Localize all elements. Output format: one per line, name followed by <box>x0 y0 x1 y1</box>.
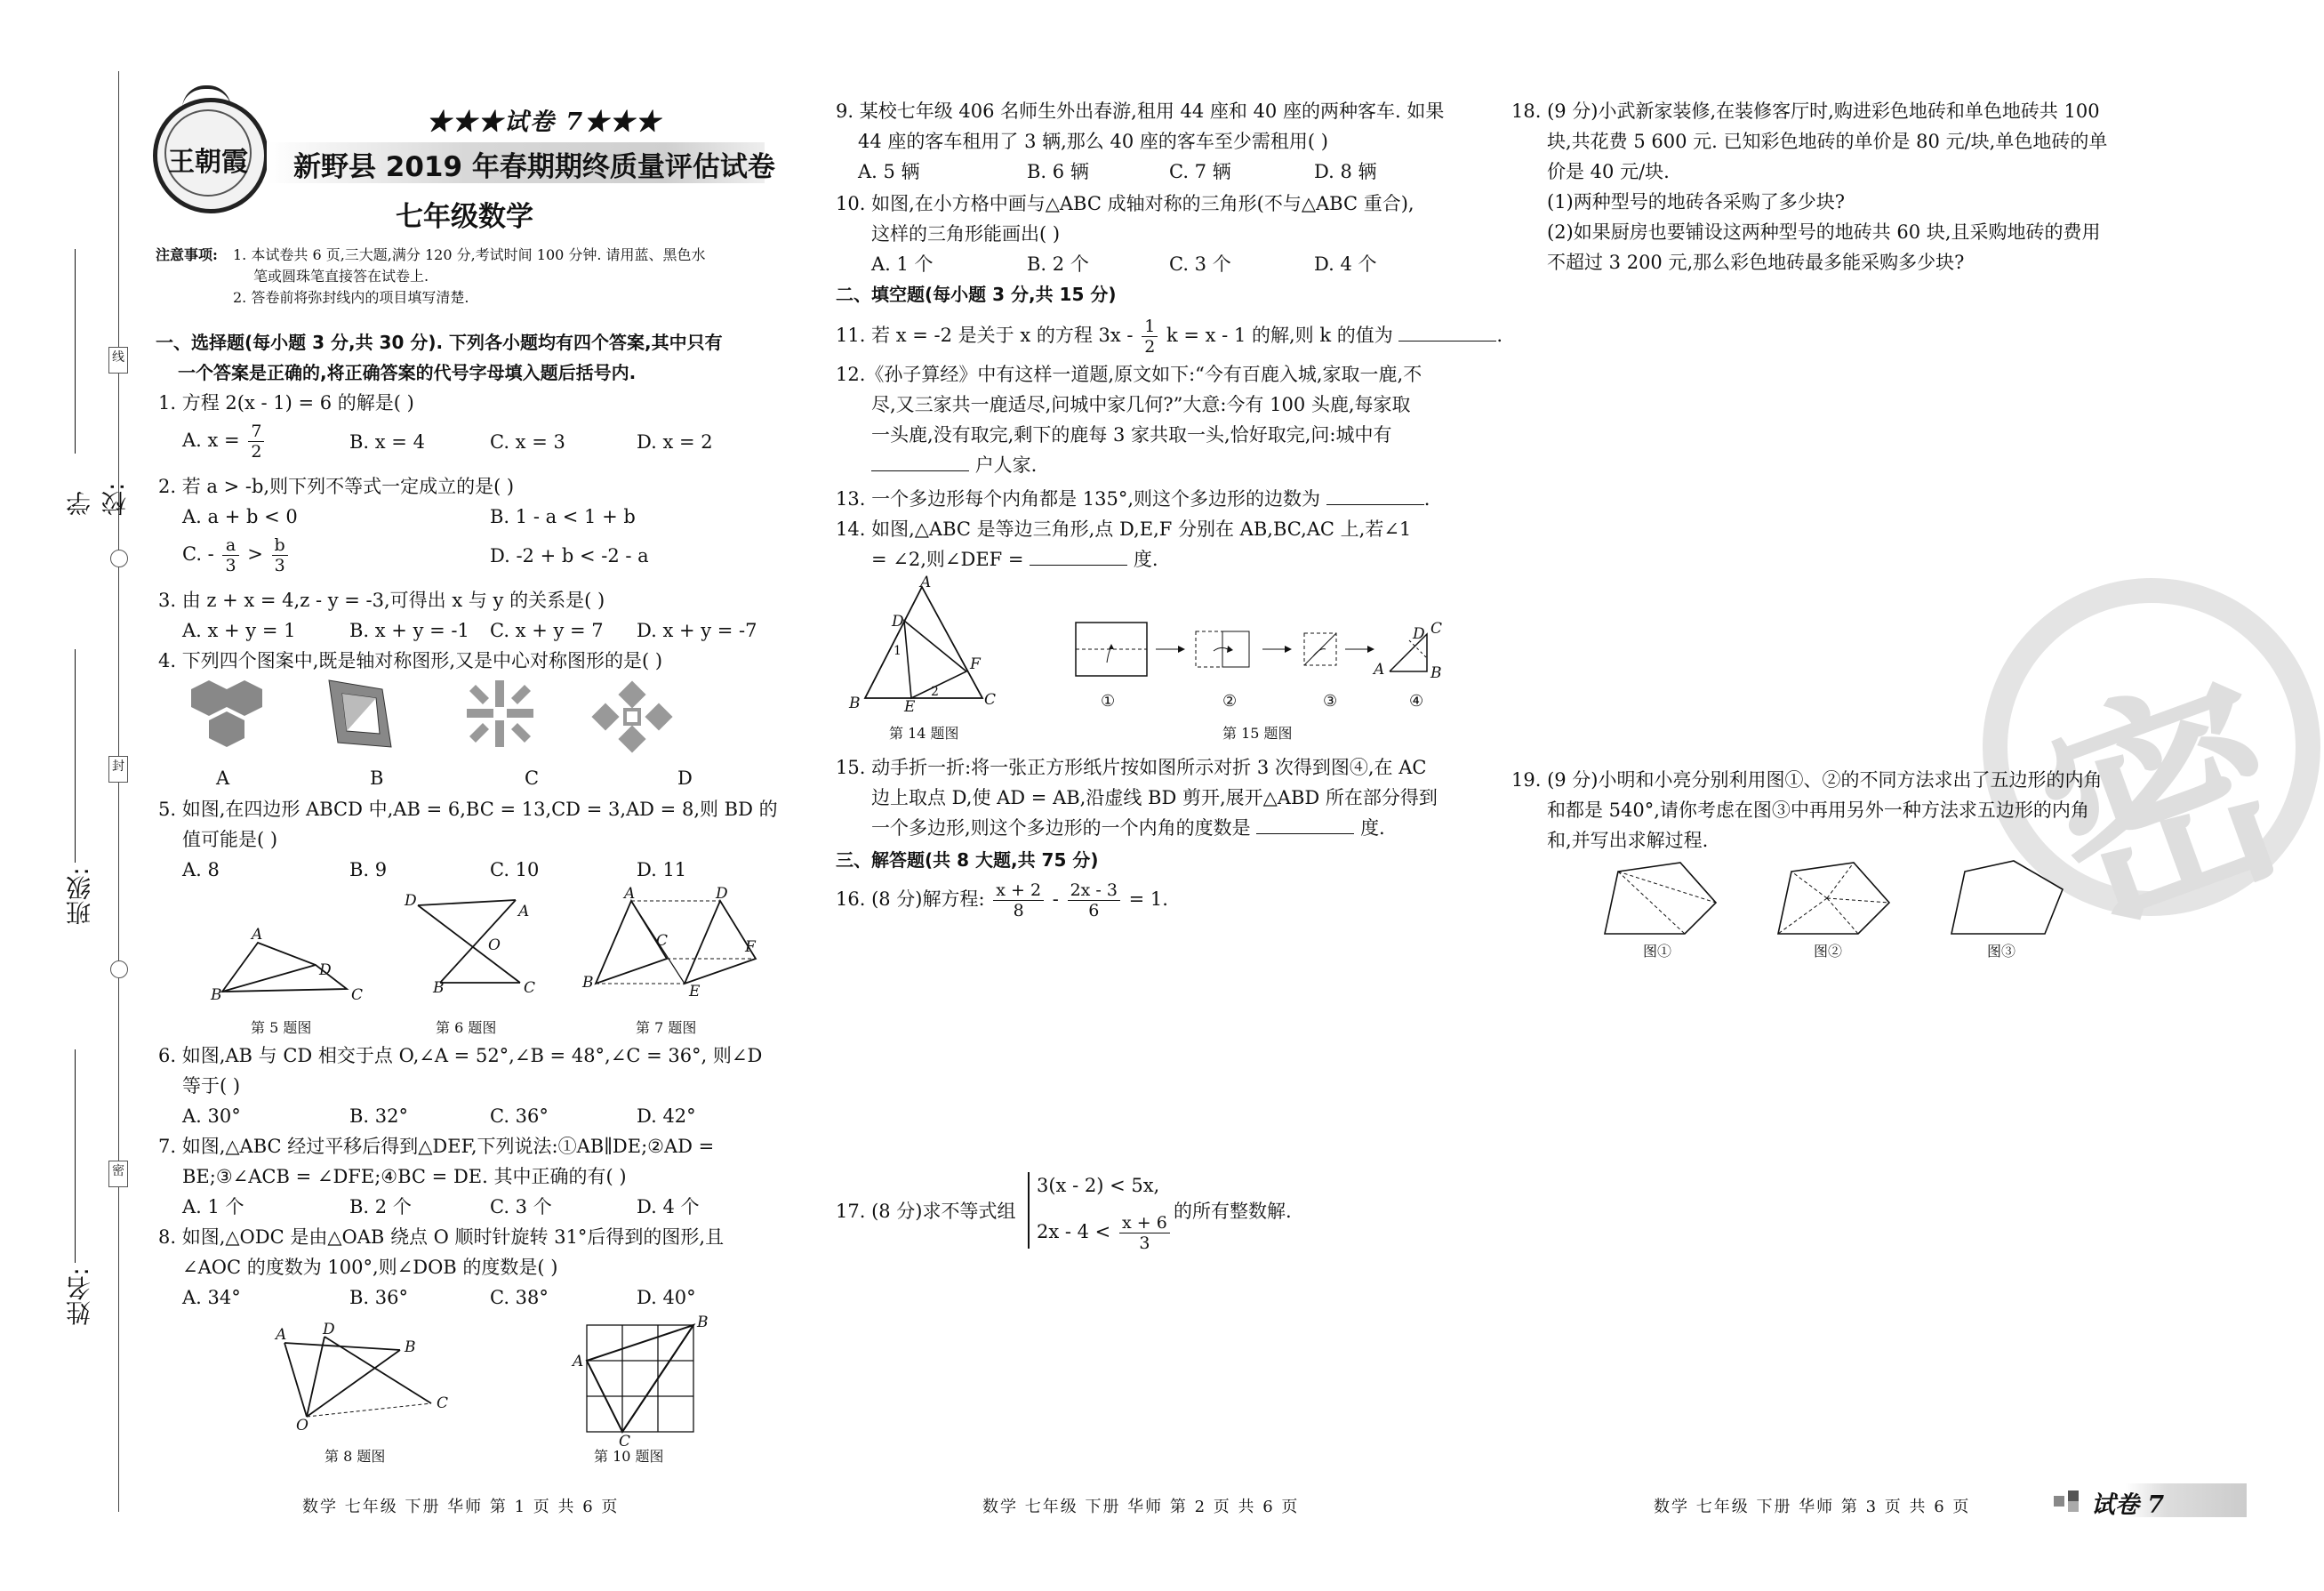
q4-figures <box>173 676 742 765</box>
q5-option-c[interactable]: C. 10 <box>490 859 540 880</box>
question-17-label: 17. (8 分)求不等式组 <box>836 1201 1016 1222</box>
q19-answer-area[interactable] <box>1511 978 2152 1467</box>
question-8: 8. 如图,△ODC 是由△OAB 绕点 O 顺时针旋转 31°后得到的图形,且 <box>158 1226 725 1248</box>
q15-unit: 度. <box>1360 817 1385 839</box>
q17-line-1: 3(x - 2) < 5x, <box>1037 1175 1160 1196</box>
question-6: 6. 如图,AB 与 CD 相交于点 O,∠A = 52°,∠B = 48°,∠C = 36°, 则∠D <box>158 1045 763 1066</box>
question-11: 11. 若 x = -2 是关于 x 的方程 3x - $\frac{1}{2}$ k = x - 1 的解,则 k 的值为 . <box>836 317 1503 357</box>
question-8b: ∠AOC 的度数为 100°,则∠DOB 的度数是( ) <box>182 1257 558 1278</box>
question-2: 2. 若 a > -b,则下列不等式一定成立的是( ) <box>158 476 515 497</box>
question-12: 12.《孙子算经》中有这样一道题,原文如下:“今有百鹿入城,家取一鹿,不 <box>836 364 1422 385</box>
svg-text:1: 1 <box>894 644 902 658</box>
question-13: 13. 一个多边形每个内角都是 135°,则这个多边形的边数为 . <box>836 488 1430 510</box>
q11-text-a: 11. 若 x = -2 是关于 x 的方程 3x - <box>836 325 1134 346</box>
figure-14 <box>849 574 1009 716</box>
question-12c: 一头鹿,没有取完,剩下的鹿每 3 家共取一头,恰好取完,问:城中有 <box>871 424 1392 446</box>
svg-text:E: E <box>904 698 916 716</box>
crown-ornament <box>182 85 231 108</box>
question-15: 15. 动手折一折:将一张正方形纸片按如图所示对折 3 次得到图④,在 AC <box>836 757 1427 778</box>
q3-option-d[interactable]: D. x + y = -7 <box>637 620 757 641</box>
q1-option-b[interactable]: B. x = 4 <box>349 431 425 453</box>
q8-option-d[interactable]: D. 40° <box>637 1287 696 1308</box>
q13-answer-blank[interactable] <box>1326 486 1424 505</box>
q9-option-d[interactable]: D. 8 辆 <box>1314 161 1377 182</box>
svg-text:D: D <box>405 892 417 910</box>
class-field[interactable] <box>62 649 94 934</box>
svg-text:D: D <box>716 885 728 903</box>
q15-answer-blank[interactable] <box>1256 816 1354 834</box>
svg-text:F: F <box>970 655 981 673</box>
svg-text:C: C <box>1430 620 1443 638</box>
question-18-part2b: 不超过 3 200 元,那么彩色地砖最多能采购多少块? <box>1547 252 1965 273</box>
q2-c-frac-2: $\frac{b}{3}$ <box>272 535 288 575</box>
q3-option-a[interactable]: A. x + y = 1 <box>182 620 296 641</box>
q1-option-c[interactable]: C. x = 3 <box>490 431 565 453</box>
binding-circle-2 <box>110 960 128 978</box>
question-15b: 边上取点 D,使 AD = AB,沿虚线 BD 剪开,展开△ABD 所在部分得到 <box>871 787 1438 808</box>
q9-option-a[interactable]: A. 5 辆 <box>858 161 920 182</box>
school-field[interactable] <box>62 249 130 516</box>
binding-circle-1 <box>110 550 128 567</box>
figure-15 <box>1071 614 1463 716</box>
svg-text:C: C <box>619 1433 631 1450</box>
fig19-caption-2: 图② <box>1814 943 1843 960</box>
question-10b: 这样的三角形能画出( ) <box>871 223 1061 245</box>
svg-text:D: D <box>1413 625 1425 643</box>
fig15-step-3: ③ <box>1323 692 1338 711</box>
exam-title: 新野县 2019 年春期期终质量评估试卷 <box>293 151 775 183</box>
svg-text:O: O <box>488 936 501 954</box>
q17-line-2 <box>1037 1213 1173 1253</box>
paper-tag: 试卷 7 <box>2091 1491 2165 1519</box>
svg-text:B: B <box>582 974 594 992</box>
q14-answer-blank[interactable] <box>1030 547 1127 566</box>
question-6b: 等于( ) <box>182 1075 241 1097</box>
q7-option-a[interactable]: A. 1 个 <box>182 1196 244 1217</box>
q16-frac-1: $\frac{x + 2}{8}$ <box>993 880 1044 920</box>
svg-text:A: A <box>920 574 932 591</box>
q3-option-b[interactable]: B. x + y = -1 <box>349 620 469 641</box>
q11-fraction: $\frac{1}{2}$ <box>1142 317 1158 357</box>
q14-text-b: = ∠2,则∠DEF = <box>871 549 1024 570</box>
q17-answer-area[interactable] <box>836 1263 1476 1476</box>
q9-option-c[interactable]: C. 7 辆 <box>1169 161 1231 182</box>
q2-option-c[interactable] <box>182 535 291 575</box>
q7-option-b[interactable]: B. 2 个 <box>349 1196 412 1217</box>
q8-option-c[interactable]: C. 38° <box>490 1287 549 1308</box>
question-19b: 和都是 540°,请你考虑在图③中再用另外一种方法求五边形的内角 <box>1547 800 2089 821</box>
q4-label-d[interactable]: D <box>677 767 693 789</box>
q4-pattern-c <box>467 680 533 747</box>
svg-text:B: B <box>405 1338 416 1356</box>
question-18b: 块,共花费 5 600 元. 已知彩色地砖的单价是 80 元/块,单色地砖的单 <box>1547 131 2108 152</box>
q5-option-d[interactable]: D. 11 <box>637 859 687 880</box>
fig19-caption-3: 图③ <box>1987 943 2016 960</box>
svg-text:A: A <box>624 885 636 903</box>
q4-label-b[interactable]: B <box>370 767 384 789</box>
q5-option-b[interactable]: B. 9 <box>349 859 388 880</box>
svg-text:B: B <box>433 979 445 997</box>
svg-text:C: C <box>656 932 669 950</box>
question-9: 9. 某校七年级 406 名师生外出春游,租用 44 座和 40 座的两种客车. 如果 <box>836 100 1445 122</box>
fig15-step-1: ① <box>1101 692 1116 711</box>
q7-option-d[interactable]: D. 4 个 <box>637 1196 700 1217</box>
notice-1: 1. 本试卷共 6 页,三大题,满分 120 分,考试时间 100 分钟. 请用蓝、黑色水 <box>233 246 706 263</box>
q12-answer-blank[interactable] <box>871 453 969 471</box>
svg-text:2: 2 <box>931 685 939 699</box>
q14-unit: 度. <box>1133 549 1158 570</box>
figure-19-1 <box>1600 858 1725 938</box>
question-5: 5. 如图,在四边形 ABCD 中,AB = 6,BC = 13,CD = 3,AD = 8,则 BD 的 <box>158 799 778 820</box>
q8-option-a[interactable]: A. 34° <box>182 1287 241 1308</box>
figure-19-3 <box>1947 858 2072 938</box>
fig15-caption: 第 15 题图 <box>1222 725 1293 742</box>
fig15-step-4: ④ <box>1409 692 1424 711</box>
question-16 <box>836 880 1168 920</box>
question-19: 19. (9 分)小明和小亮分别利用图①、②的不同方法求出了五边形的内角 <box>1511 769 2103 791</box>
footer-page-3: 数学 七年级 下册 华师 第 3 页 共 6 页 <box>1654 1498 1971 1516</box>
q18-answer-area[interactable] <box>1511 285 2152 747</box>
binding-seal-box-2 <box>108 756 128 783</box>
svg-text:E: E <box>689 983 701 1000</box>
q1-option-d[interactable]: D. x = 2 <box>637 431 713 453</box>
seal-char: 封 <box>112 759 124 774</box>
section1-heading-b: 一个答案是正确的,将正确答案的代号字母填入题后括号内. <box>178 362 637 383</box>
q9-option-b[interactable]: B. 6 辆 <box>1027 161 1089 182</box>
subject-title: 七年级数学 <box>396 201 533 233</box>
fig5-caption: 第 5 题图 <box>251 1019 312 1036</box>
question-14: 14. 如图,△ABC 是等边三角形,点 D,E,F 分别在 AB,BC,AC 上,若∠1 <box>836 518 1412 540</box>
section2-heading: 二、填空题(每小题 3 分,共 15 分) <box>836 284 1117 305</box>
fig10-caption: 第 10 题图 <box>594 1448 664 1465</box>
q6-option-c[interactable]: C. 36° <box>490 1105 549 1127</box>
q10-option-a[interactable]: A. 1 个 <box>871 253 934 275</box>
name-label: 姓名: <box>65 1267 94 1326</box>
svg-text:O: O <box>296 1417 309 1434</box>
svg-text:B: B <box>1430 664 1442 682</box>
figure-5 <box>209 925 369 1005</box>
binding-seal-box-3 <box>108 1161 128 1187</box>
question-3: 3. 由 z + x = 4,z - y = -3,可得出 x 与 y 的关系是( ) <box>158 590 605 611</box>
question-1: 1. 方程 2(x - 1) = 6 的解是( ) <box>158 392 414 414</box>
svg-text:C: C <box>351 986 364 1004</box>
section3-heading: 三、解答题(共 8 大题,共 75 分) <box>836 849 1099 871</box>
q4-pattern-b <box>329 680 391 747</box>
q4-pattern-a <box>191 680 262 747</box>
question-19c: 和,并写出求解过程. <box>1547 830 1709 851</box>
seal-char: 线 <box>112 350 124 365</box>
figure-6 <box>405 889 547 996</box>
q10-option-d[interactable]: D. 4 个 <box>1314 253 1377 275</box>
q16-text: 16. (8 分)解方程: <box>836 888 985 910</box>
q2-option-a[interactable]: A. a + b < 0 <box>182 506 298 527</box>
footer-page-1: 数学 七年级 下册 华师 第 1 页 共 6 页 <box>302 1498 620 1516</box>
q16-frac-2: $\frac{2x - 3}{6}$ <box>1068 880 1120 920</box>
question-17-tail: 的所有整数解. <box>1174 1201 1292 1222</box>
svg-text:D: D <box>323 1321 335 1338</box>
q2-c-gt: > <box>247 543 263 565</box>
q2-c-text: C. - <box>182 543 214 565</box>
question-12d <box>871 450 1037 480</box>
paper-tag-squares <box>2054 1496 2064 1507</box>
q17-brace <box>1028 1172 1035 1249</box>
q6-option-b[interactable]: B. 32° <box>349 1105 409 1127</box>
svg-text:C: C <box>984 691 997 709</box>
svg-text:C: C <box>437 1394 449 1412</box>
q10-option-b[interactable]: B. 2 个 <box>1027 253 1089 275</box>
svg-text:A: A <box>518 903 530 920</box>
q4-pattern-d <box>591 680 672 752</box>
banner: ★★★试卷 7★★★ <box>427 108 662 136</box>
svg-text:A: A <box>276 1326 287 1344</box>
svg-text:F: F <box>745 938 756 956</box>
q6-option-d[interactable]: D. 42° <box>637 1105 696 1127</box>
fig14-caption: 第 14 题图 <box>889 725 959 742</box>
svg-text:C: C <box>524 979 536 997</box>
q16-answer-area[interactable] <box>836 934 1476 1156</box>
q4-label-c[interactable]: C <box>525 767 540 789</box>
fig8-caption: 第 8 题图 <box>325 1448 386 1465</box>
q15-text-c: 一个多边形,则这个多边形的一个内角的度数是 <box>871 817 1251 839</box>
svg-text:A: A <box>1374 661 1385 679</box>
question-18: 18. (9 分)小武新家装修,在装修客厅时,购进彩色地砖和单色地砖共 100 <box>1511 100 2100 122</box>
svg-text:D: D <box>892 613 904 631</box>
question-7b: BE;③∠ACB = ∠DFE;④BC = DE. 其中正确的有( ) <box>182 1166 627 1187</box>
seal-char: 密 <box>112 1164 124 1178</box>
question-12b: 尽,又三家共一鹿适尽,问城中家几何?”大意:今有 100 头鹿,每家取 <box>871 394 1411 415</box>
q12-unit: 户人家. <box>974 454 1038 476</box>
figure-8 <box>271 1323 449 1439</box>
svg-text:A: A <box>573 1353 584 1370</box>
figure-10-grid <box>569 1314 711 1450</box>
q1-a-text: A. x = <box>182 430 240 451</box>
name-field[interactable] <box>62 1049 94 1334</box>
binding-line <box>118 71 119 1512</box>
watermark-glyph: 密 <box>2010 639 2320 971</box>
fig6-caption: 第 6 题图 <box>436 1019 497 1036</box>
q2-option-b[interactable]: B. 1 - a < 1 + b <box>490 506 636 527</box>
section1-heading: 一、选择题(每小题 3 分,共 30 分). 下列各小题均有四个答案,其中只有 <box>156 332 723 353</box>
question-18-part1: (1)两种型号的地砖各采购了多少块? <box>1547 191 1846 213</box>
fig19-caption-1: 图① <box>1643 943 1672 960</box>
q4-label-a[interactable]: A <box>216 767 230 789</box>
q2-option-d[interactable]: D. -2 + b < -2 - a <box>490 545 649 566</box>
question-15c <box>871 813 1385 843</box>
school-label: 学校: <box>65 482 130 516</box>
svg-text:B: B <box>697 1314 709 1331</box>
class-label: 班级: <box>65 867 94 926</box>
question-14b <box>871 544 1158 575</box>
q6-option-a[interactable]: A. 30° <box>182 1105 241 1127</box>
question-18c: 价是 40 元/块. <box>1547 161 1670 182</box>
q16-end: = 1. <box>1128 888 1168 910</box>
q1-a-fraction: $\frac{7}{2}$ <box>248 422 264 462</box>
svg-text:A: A <box>252 926 263 944</box>
q11-answer-blank[interactable] <box>1398 323 1496 342</box>
q10-option-c[interactable]: C. 3 个 <box>1169 253 1231 275</box>
question-5b: 值可能是( ) <box>182 829 278 850</box>
question-18-part2: (2)如果厨房也要铺设这两种型号的地砖共 60 块,且采购地砖的费用 <box>1547 221 2101 243</box>
publisher-logo: 王朝霞 <box>153 98 268 213</box>
q16-minus: - <box>1052 888 1059 910</box>
q17-fraction: $\frac{x + 6}{3}$ <box>1119 1213 1170 1253</box>
q13-text: 13. 一个多边形每个内角都是 135°,则这个多边形的边数为 <box>836 488 1321 510</box>
q7-option-c[interactable]: C. 3 个 <box>490 1196 552 1217</box>
notice-2: 2. 答卷前将弥封线内的项目填写清楚. <box>233 289 469 306</box>
notice-1b: 笔或圆珠笔直接答在试卷上. <box>253 268 429 285</box>
q11-text-b: k = x - 1 的解,则 k 的值为 <box>1166 325 1393 346</box>
q8-option-b[interactable]: B. 36° <box>349 1287 409 1308</box>
question-10: 10. 如图,在小方格中画与△ABC 成轴对称的三角形(不与△ABC 重合), <box>836 193 1414 214</box>
fig7-caption: 第 7 题图 <box>636 1019 697 1036</box>
footer-page-2: 数学 七年级 下册 华师 第 2 页 共 6 页 <box>982 1498 1300 1516</box>
binding-seal-box-1 <box>108 347 128 374</box>
q17-l2-text: 2x - 4 < <box>1037 1221 1111 1242</box>
q1-option-a[interactable] <box>182 422 267 462</box>
figure-7 <box>582 885 760 1000</box>
question-4: 4. 下列四个图案中,既是轴对称图形,又是中心对称图形的是( ) <box>158 650 663 671</box>
question-9b: 44 座的客车租用了 3 辆,那么 40 座的客车至少需租用( ) <box>858 131 1328 152</box>
notice-label: 注意事项: <box>156 246 218 263</box>
question-7: 7. 如图,△ABC 经过平移后得到△DEF,下列说法:①AB∥DE;②AD = <box>158 1136 715 1157</box>
fig15-step-2: ② <box>1222 692 1238 711</box>
q2-c-frac-1: $\frac{a}{3}$ <box>222 535 238 575</box>
svg-text:D: D <box>319 961 332 979</box>
svg-text:B: B <box>849 695 861 712</box>
svg-text:B: B <box>211 986 222 1004</box>
q3-option-c[interactable]: C. x + y = 7 <box>490 620 604 641</box>
figure-19-2 <box>1774 858 1898 938</box>
q5-option-a[interactable]: A. 8 <box>182 859 220 880</box>
